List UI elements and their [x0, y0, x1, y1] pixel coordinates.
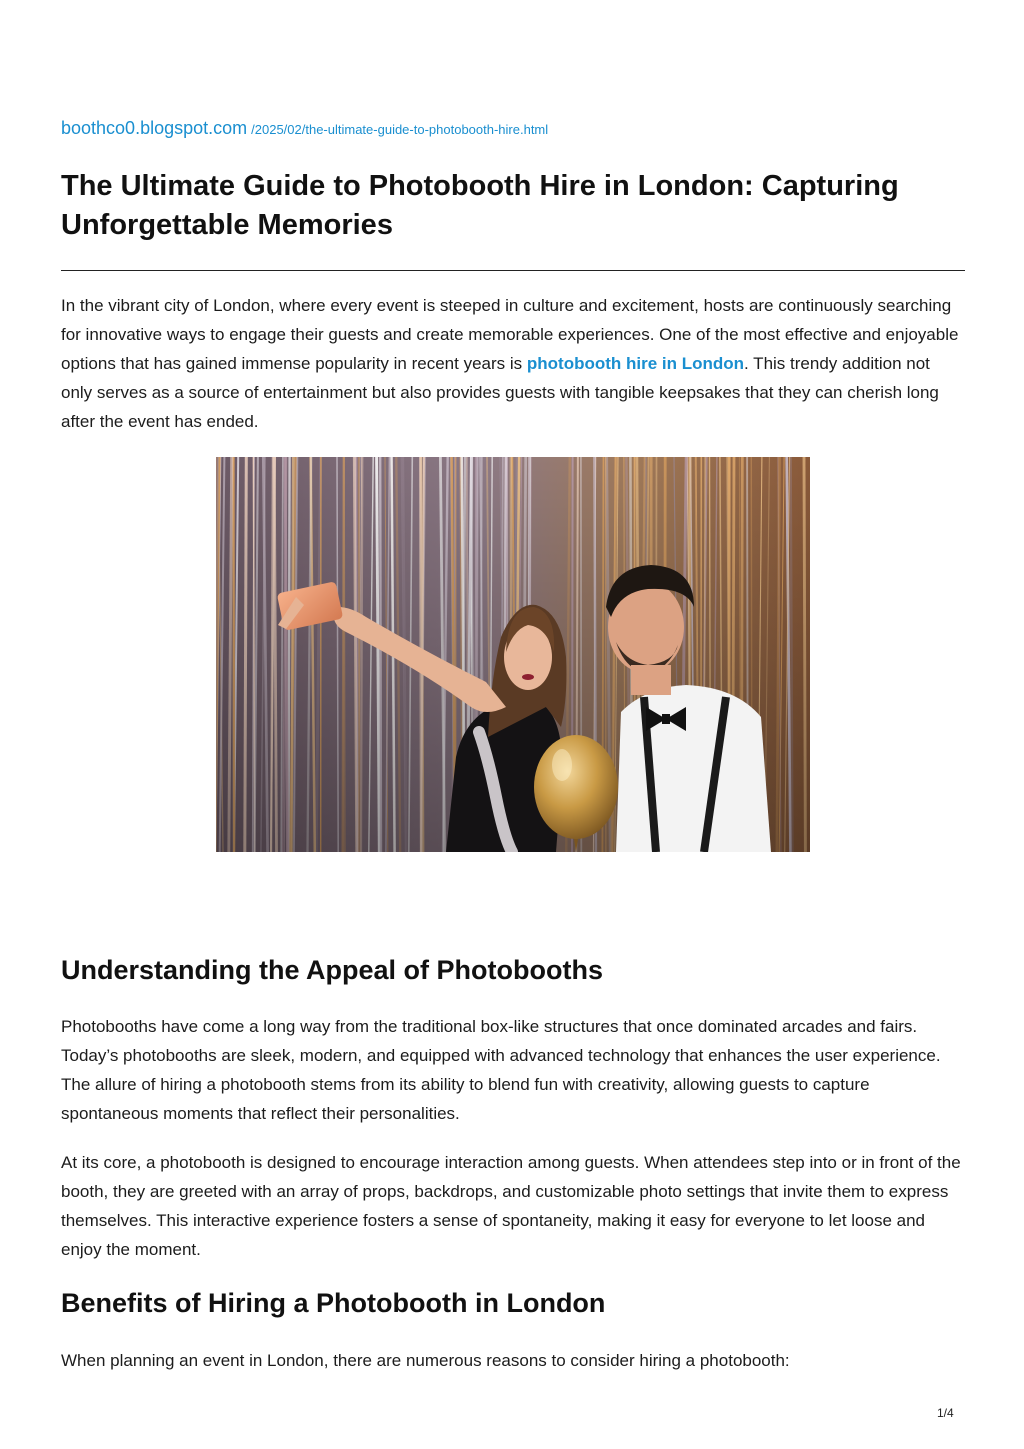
- article-photo: [216, 457, 810, 852]
- url-path[interactable]: /2025/02/the-ultimate-guide-to-photobooth-hire.html: [251, 122, 549, 137]
- photobooth-hire-link[interactable]: photobooth hire in London: [526, 354, 745, 373]
- appeal-paragraph-2: At its core, a photobooth is designed to encourage interaction among guests. When attendees step into or in front of the booth, they are greeted with an array of props, backdrops, and customizable photo settings that invite them to express themselves. This interactive experience fosters a sense of spontaneity, making it easy for everyone to let loose and enjoy the moment.: [61, 1153, 961, 1259]
- article-title: The Ultimate Guide to Photobooth Hire in London: Capturing Unforgettable Memories: [61, 170, 899, 241]
- section-heading-appeal: Understanding the Appeal of Photobooths: [61, 955, 603, 985]
- title-divider: [61, 270, 965, 271]
- section-heading-benefits: Benefits of Hiring a Photobooth in London: [61, 1288, 606, 1318]
- page-number: 1/4: [937, 1406, 954, 1420]
- photo-illustration: [216, 457, 810, 852]
- url-domain[interactable]: boothco0.blogspot.com: [61, 118, 248, 138]
- source-url[interactable]: [61, 118, 548, 139]
- intro-text-start: In the vibrant city of London, where every event is steeped in culture and excitement, hosts are continuously searching for innovative ways to engage their guests and create memorable experiences. One of the most effective and enjoyable options that has gained immense popularity in recent years is: [61, 296, 959, 373]
- intro-text-end: . This trendy addition not only serves as a source of entertainment but also provides guests with tangible keepsakes that they can cherish long after the event has ended.: [61, 354, 939, 431]
- appeal-paragraph-1: Photobooths have come a long way from the traditional box-like structures that once dominated arcades and fairs. Today’s photobooths are sleek, modern, and equipped with advanced technology that enhances the user experience. The allure of hiring a photobooth stems from its ability to blend fun with creativity, allowing guests to capture spontaneous moments that reflect their personalities.: [61, 1017, 941, 1123]
- benefits-intro-paragraph: When planning an event in London, there are numerous reasons to consider hiring a photobooth:: [61, 1351, 790, 1370]
- intro-paragraph: [61, 291, 965, 436]
